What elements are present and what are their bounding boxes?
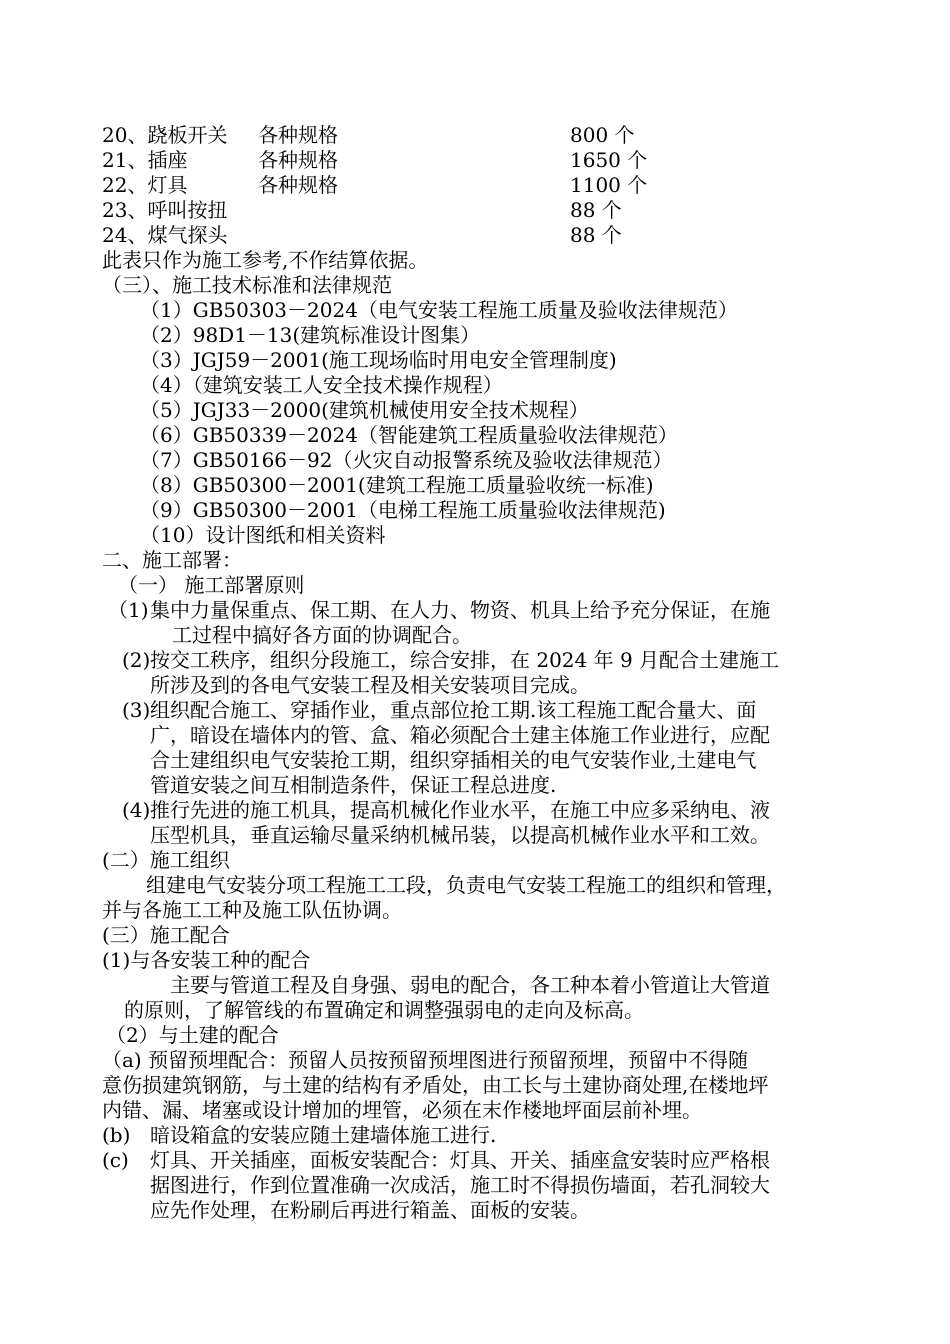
paragraph-line: （a) 预留预埋配合：预留人员按预留预埋图进行预留预埋，预留中不得随 — [102, 1048, 749, 1072]
paragraph-line: 据图进行，作到位置准确一次成活，施工时不得损伤墙面，若孔洞较大 — [150, 1173, 770, 1197]
material-spec: 各种规格 — [258, 148, 338, 172]
paragraph-line: 暗设箱盒的安装应随土建墙体施工进行. — [150, 1123, 497, 1147]
subsection-heading: （一） 施工部署原则 — [118, 573, 305, 597]
material-qty: 1650 个 — [570, 148, 648, 172]
table-note: 此表只作为施工参考,不作结算依据。 — [102, 248, 429, 272]
standard-item: （3）JGJ59－2001(施工现场临时用电安全管理制度) — [140, 348, 617, 372]
material-spec: 各种规格 — [258, 173, 338, 197]
paragraph-line: 推行先进的施工机具，提高机械化作业水平，在施工中应多采纳电、液 — [150, 798, 770, 822]
material-qty: 1100 个 — [570, 173, 648, 197]
paragraph-line: 主要与管道工程及自身强、弱电的配合，各工种本着小管道让大管道 — [170, 973, 770, 997]
standard-item: （2）98D1－13(建筑标准设计图集） — [140, 323, 481, 347]
material-name: 24、煤气探头 — [102, 223, 228, 247]
paragraph-line: 所涉及到的各电气安装工程及相关安装项目完成。 — [150, 673, 590, 697]
item-marker: (3) — [122, 698, 151, 722]
subsection-heading: (三）施工配合 — [102, 923, 230, 947]
paragraph-line: 按交工秩序，组织分段施工，综合安排，在 2024 年 9 月配合土建施工 — [150, 648, 780, 672]
material-name: 20、跷板开关 — [102, 123, 228, 147]
item-marker: (2) — [122, 648, 151, 672]
paragraph-line: 灯具、开关插座，面板安装配合：灯具、开关、插座盒安装时应严格根 — [150, 1148, 770, 1172]
subsection-heading: (1)与各安装工种的配合 — [102, 948, 311, 972]
standard-item: （6）GB50339－2024（智能建筑工程质量验收法律规范） — [140, 423, 678, 447]
standard-item: （7）GB50166－92（火灾自动报警系统及验收法律规范） — [140, 448, 673, 472]
standard-item: （9）GB50300－2001（电梯工程施工质量验收法律规范) — [140, 498, 666, 522]
section-heading: 二、施工部署： — [102, 548, 242, 572]
paragraph-line: 组建电气安装分项工程施工工段，负责电气安装工程施工的组织和管理， — [146, 873, 786, 897]
material-name: 22、灯具 — [102, 173, 188, 197]
standards-heading: （三）、施工技术标准和法律规范 — [102, 273, 392, 297]
paragraph-line: 管道安装之间互相制造条件，保证工程总进度. — [150, 773, 557, 797]
paragraph-line: 内错、漏、堵塞或设计增加的埋管，必须在末作楼地坪面层前补埋。 — [102, 1098, 702, 1122]
material-name: 21、插座 — [102, 148, 188, 172]
standard-item: （1）GB50303－2024（电气安装工程施工质量及验收法律规范） — [140, 298, 738, 322]
subsection-heading: (二）施工组织 — [102, 848, 230, 872]
item-marker: (b) — [102, 1123, 131, 1147]
paragraph-line: 组织配合施工、穿插作业，重点部位抢工期.该工程施工配合量大、面 — [150, 698, 757, 722]
material-qty: 800 个 — [570, 123, 635, 147]
standard-item: （8）GB50300－2001(建筑工程施工质量验收统一标准) — [140, 473, 654, 497]
subsection-heading: （2）与土建的配合 — [106, 1023, 279, 1047]
material-name: 23、呼叫按扭 — [102, 198, 228, 222]
standard-item: （5）JGJ33－2000(建筑机械使用安全技术规程） — [140, 398, 589, 422]
paragraph-line: 意伤损建筑钢筋，与土建的结构有矛盾处，由工长与土建协商处理,在楼地坪 — [102, 1073, 769, 1097]
item-marker: (4) — [122, 798, 151, 822]
paragraph-line: 集中力量保重点、保工期、在人力、物资、机具上给予充分保证，在施 — [150, 598, 770, 622]
paragraph-line: 工过程中搞好各方面的协调配合。 — [172, 623, 472, 647]
paragraph-line: 并与各施工工种及施工队伍协调。 — [102, 898, 402, 922]
paragraph-line: 应先作处理，在粉刷后再进行箱盖、面板的安装。 — [150, 1198, 590, 1222]
paragraph-line: 合土建组织电气安装抢工期，组织穿插相关的电气安装作业,土建电气 — [150, 748, 757, 772]
item-marker: （1) — [108, 598, 149, 622]
item-marker: (c) — [102, 1148, 129, 1172]
paragraph-line: 的原则，了解管线的布置确定和调整强弱电的走向及标高。 — [124, 998, 644, 1022]
material-spec: 各种规格 — [258, 123, 338, 147]
material-qty: 88 个 — [570, 198, 622, 222]
paragraph-line: 压型机具，垂直运输尽量采纳机械吊装，以提高机械作业水平和工效。 — [150, 823, 770, 847]
standard-item: （10）设计图纸和相关资料 — [140, 523, 386, 547]
standard-item: （4）（建筑安装工人安全技术操作规程） — [140, 373, 503, 397]
paragraph-line: 广，暗设在墙体内的管、盒、箱必须配合土建主体施工作业进行，应配 — [150, 723, 770, 747]
material-qty: 88 个 — [570, 223, 622, 247]
